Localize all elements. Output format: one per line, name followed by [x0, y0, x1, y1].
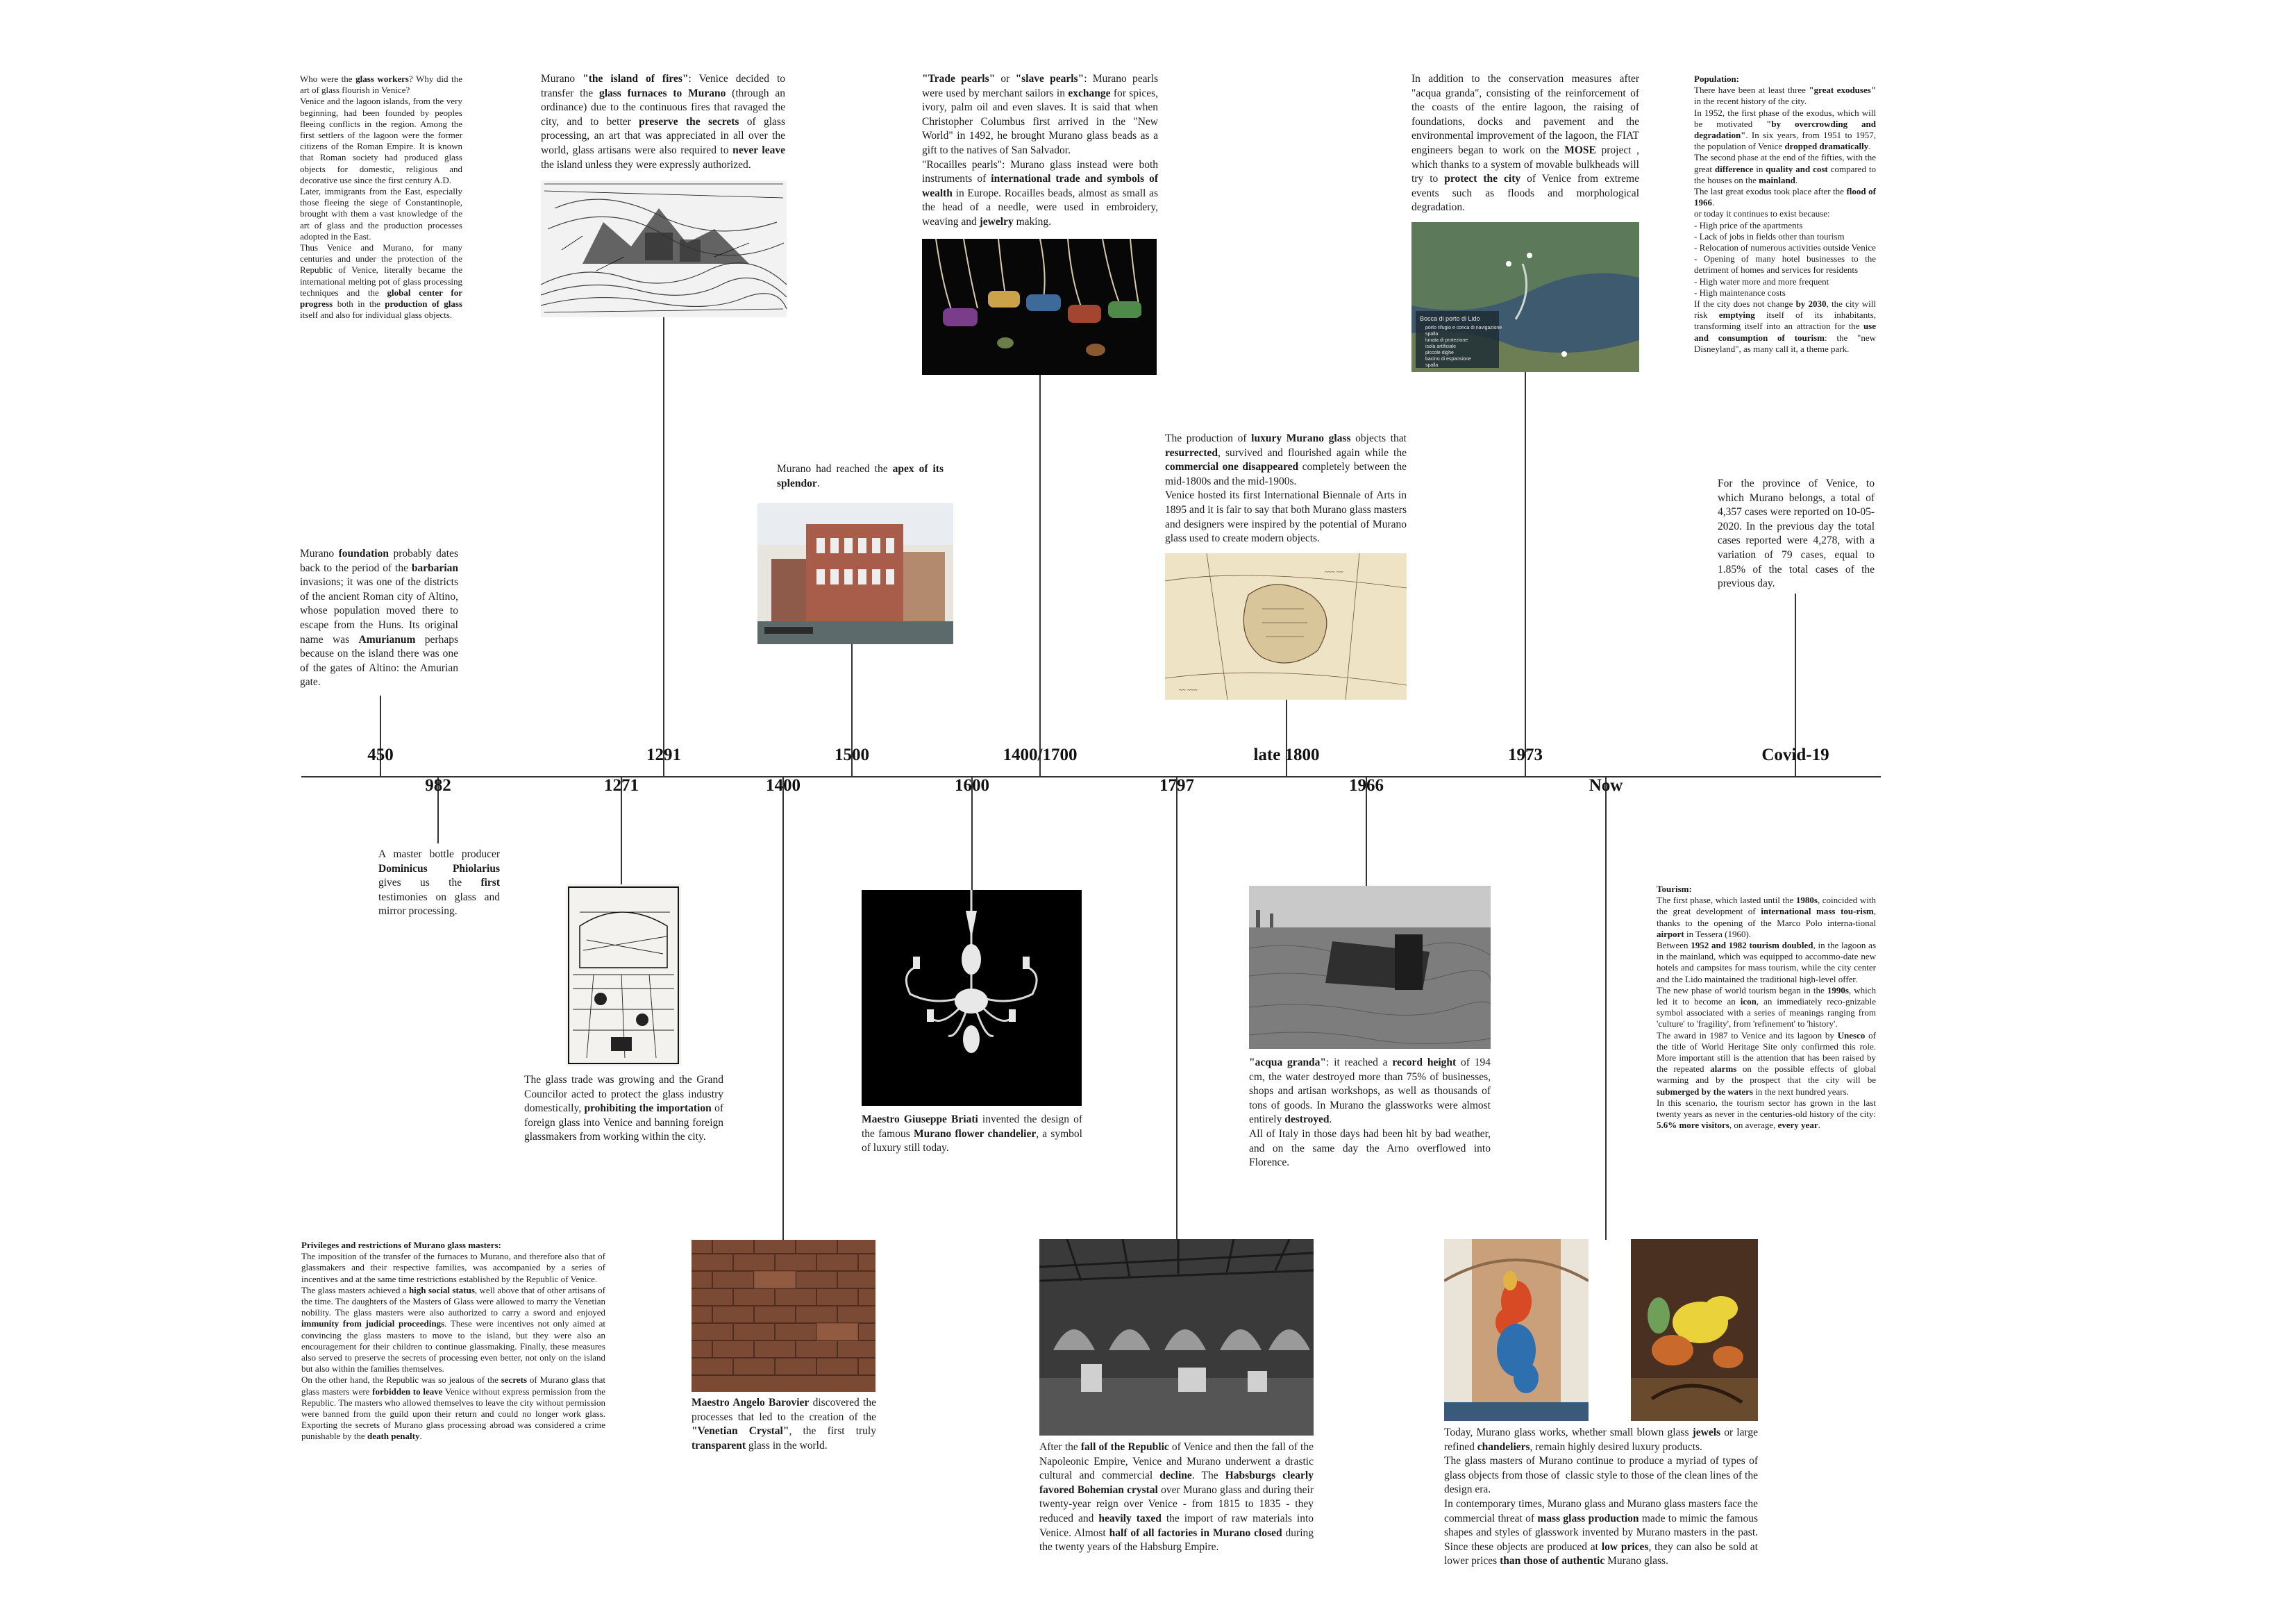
bold-text: secrets: [501, 1374, 528, 1386]
text: during the twenty years of the Habsburg Empire.: [1039, 1527, 1316, 1554]
year-label-1271: 1271: [604, 776, 639, 795]
text: The imposition of the transfer of the furnaces to Murano, and therefore also that of glassmakers and their respective families, was accompanied by a series of incentives and at the same time restrictions established by the Republic of Venice.: [301, 1251, 608, 1284]
bold-text: by 2030: [1795, 298, 1827, 310]
year-label-1400-1700: 1400/1700: [1003, 746, 1078, 764]
text: over Murano glass and during their twenty-year reign over Venice - from 1815 to 1835 - they reduced and: [1039, 1483, 1316, 1524]
text: for spices, ivory, palm oil and even slaves. It is said that when Christopher Columbus first arrived in the "New World" in 1492, he brought Murano glass beads as a gift to the natives of San Salvador.: [922, 87, 1161, 156]
svg-text:spalla: spalla: [1425, 363, 1439, 368]
bold-text: emptying: [1718, 310, 1755, 321]
tourism-text: [1657, 884, 1879, 1131]
text: the import of raw materials into Venice. Almost: [1039, 1512, 1316, 1539]
bold-text: flood of 1966: [1694, 186, 1879, 208]
paragraph: [1444, 1497, 1761, 1569]
text: perhaps because on the island there was one of the gates of Altino: the Amurian gate.: [300, 633, 461, 689]
text: , thanks to the opening of the Marco Polo interna-tional: [1657, 906, 1879, 928]
bold-text: use and consumption of tourism: [1694, 321, 1879, 343]
text: Today, Murano glass works, whether small blown glass: [1444, 1427, 1693, 1438]
text: , on average,: [1729, 1120, 1778, 1131]
paragraph: [1694, 74, 1876, 85]
text: The glass masters of Murano continue to produce a myriad of types of glass objects from those of classic style to those of the clean lines of the design era.: [1444, 1455, 1761, 1496]
bold-text: international trade and symbols of wealth: [922, 173, 1161, 199]
bold-text: alarms: [1710, 1063, 1737, 1075]
text: made to mimic the famous shapes and styles of glasswork invented by Murano masters in the past. Since these objects are produced at: [1444, 1512, 1761, 1553]
trade-growing-text: [524, 1073, 726, 1145]
bold-text: transparent: [692, 1439, 746, 1452]
text: (through an ordinance) due to the continuous fires that ravaged the city, and to better: [541, 87, 788, 128]
text: .: [1818, 1120, 1820, 1131]
text: in: [1753, 163, 1766, 174]
bold-text: decline: [1159, 1470, 1192, 1482]
briati-text: [862, 1113, 1085, 1156]
text: , well above that of other artisans of the time. The daughters of the Masters of Glass were allowed to marry the Venetian nobility. The glass masters were also authorized to carry a sword and enjoyed: [301, 1284, 608, 1318]
text: gives us the: [378, 862, 503, 889]
paragraph: [1694, 107, 1879, 153]
year-label-1500: 1500: [835, 746, 869, 764]
text: or: [995, 73, 1016, 85]
map-legend-title: Bocca di porto di Lido: [1420, 315, 1480, 322]
text: of the title of World Heritage Site only confirmed this role. More important still is the attention that has been raised by the repeated: [1657, 1029, 1879, 1075]
bold-text: Murano flower chandelier: [913, 1127, 1037, 1140]
republic-fall-text: [1039, 1440, 1314, 1555]
paragraph: [1657, 884, 1876, 895]
text: in Europe. Rocailles beads, almost as small as the head of a needle, were used in embroidery, weaving and: [922, 187, 1161, 228]
paragraph: [1694, 208, 1876, 219]
text: .: [419, 1431, 422, 1442]
text: The new phase of world tourism began in the: [1657, 984, 1827, 995]
paragraph: [300, 186, 465, 242]
svg-text:piccole dighe: piccole dighe: [1425, 351, 1454, 355]
text: , survived and flourished again while the: [1218, 446, 1409, 459]
text: Murano: [541, 73, 583, 85]
bold-text: global center for progress: [300, 287, 465, 310]
text: There have been at least three: [1694, 85, 1809, 96]
flood-photo-icon: [1249, 886, 1491, 1049]
paragraph: [301, 1284, 608, 1375]
mose-text: [1411, 72, 1642, 215]
text: . In six years, from 1951 to 1957, the population of Venice: [1694, 130, 1879, 152]
text: Murano: [300, 548, 339, 560]
paragraph: [1165, 489, 1407, 546]
paragraph: [1694, 152, 1879, 186]
paragraph: [1165, 432, 1407, 489]
paragraph: [1657, 984, 1879, 1030]
connector-1400: [782, 777, 784, 1240]
paragraph: [1039, 1440, 1314, 1555]
bold-text: 1990s: [1827, 984, 1849, 995]
text: objects that: [1350, 432, 1409, 444]
paragraph: [301, 1240, 605, 1251]
bold-text: Amurianum: [358, 633, 416, 646]
bold-text: Unesco: [1837, 1029, 1866, 1041]
svg-text:isola artificiale: isola artificiale: [1425, 344, 1456, 349]
bold-text: high social status: [408, 1284, 475, 1295]
text: - High water more and more frequent: [1694, 276, 1829, 287]
text: Venice without express permission from the Republic. The masters who allowed themselves to leave the city without permission were banned from the guild upon their return and could no longer work glass. Exporting the secrets of Murano glass processing abroad was considered a crime punishable by the: [301, 1386, 608, 1442]
bold-text: 1952 and 1982 tourism doubled: [1691, 940, 1813, 951]
paragraph: [1694, 220, 1876, 231]
chandelier-photo-icon: [862, 890, 1082, 1106]
bold-text: destroyed: [1284, 1113, 1330, 1126]
foundation-text: [300, 547, 461, 690]
text: Between: [1657, 940, 1691, 951]
bold-text: fall of the Republic: [1080, 1441, 1169, 1453]
svg-text:~~ ~~~: ~~ ~~~: [1179, 687, 1198, 693]
paragraph: [1249, 1056, 1491, 1127]
bold-text: Maestro Angelo Barovier: [692, 1397, 810, 1408]
text: invented the design of the famous: [862, 1113, 1085, 1140]
woodcut-furnace-icon: [566, 884, 681, 1066]
text: In addition to the conservation measures after "acqua granda", consisting of the reinforcement of the coasts of the entire lagoon, the raising of foundations, docks and pavement and the environmental improvement of the lagoon, the FIAT engineers began to work on the: [1411, 73, 1642, 156]
bold-text: airport: [1657, 928, 1684, 939]
bold-text: "by overcrowding and degradation": [1694, 118, 1879, 141]
bold-text: Tourism:: [1657, 884, 1692, 894]
text: . The: [1191, 1470, 1225, 1482]
paragraph: [300, 242, 465, 321]
barovier-text: [692, 1396, 879, 1453]
text: Venice and the lagoon islands, from the very beginning, had been founded by peoples fleeing conflicts in the region. Among the first settlers of the lagoon were the former citizens of the Roman Empire. It is known that Roman society had produced glass objects for domestic, religious and decorative use since the first century A.D.: [300, 96, 465, 185]
paragraph: [1694, 242, 1876, 253]
bold-text: submerged by the waters: [1657, 1086, 1754, 1097]
bold-text: first: [480, 877, 500, 889]
bold-text: MOSE: [1564, 144, 1596, 156]
text: The first phase, which lasted until the: [1657, 895, 1796, 906]
island-of-fires-text: [541, 72, 788, 172]
bold-text: "slave pearls": [1015, 73, 1084, 85]
bold-text: Population:: [1694, 74, 1740, 84]
today-text: [1444, 1426, 1761, 1569]
svg-text:bacino di espansione: bacino di espansione: [1425, 357, 1471, 362]
text: both in the: [333, 298, 385, 310]
paragraph: [1694, 276, 1876, 287]
paragraph: [1694, 186, 1879, 208]
text: If the city does not change: [1694, 298, 1796, 310]
population-text: [1694, 74, 1879, 355]
bold-text: production of glass: [385, 298, 462, 310]
paragraph: [692, 1396, 879, 1453]
luxury-production-text: [1165, 432, 1407, 546]
text: glass in the world.: [746, 1439, 828, 1452]
bold-text: protect the city: [1444, 173, 1521, 185]
text: , in the lagoon as in the mainland, which was equipped to accommo-date new hotels and campsites for mass tourism, while the city center and the Lido maintained the traditional high-level offer.: [1657, 940, 1879, 984]
text: in Tessera (1960).: [1684, 928, 1752, 939]
text: or today it continues to exist because:: [1694, 208, 1830, 219]
year-label-now: Now: [1589, 776, 1623, 795]
text: .: [816, 477, 820, 489]
privileges-text: [301, 1240, 608, 1443]
bold-text: forbidden to leave: [372, 1386, 443, 1397]
text: The last great exodus took place after the: [1694, 186, 1847, 197]
bold-text: Dominicus Phiolarius: [378, 862, 500, 875]
text: making.: [1013, 215, 1051, 228]
apex-text: [777, 462, 944, 491]
bold-text: heavily taxed: [1098, 1512, 1162, 1524]
text: : it reached a: [1326, 1057, 1393, 1068]
year-label-982: 982: [425, 776, 451, 795]
bold-text: foundation: [338, 548, 389, 560]
text: Venice hosted its first International Biennale of Arts in 1895 and it is fair to say that both Murano glass masters and designers were inspired by the potential of Murano glass used to create modern objects.: [1165, 489, 1409, 545]
bold-text: Maestro Giuseppe Briati: [862, 1113, 978, 1125]
bold-text: every year: [1777, 1120, 1818, 1131]
text: : Venice decided to transfer the: [541, 73, 788, 99]
bold-text: icon: [1740, 996, 1757, 1007]
bold-text: barbarian: [411, 562, 458, 574]
text: , a symbol of luxury still today.: [862, 1127, 1085, 1154]
factory-hall-photo-icon: [1039, 1239, 1314, 1436]
year-label-1966: 1966: [1349, 776, 1384, 795]
covid-text: [1718, 477, 1875, 591]
text: .: [1712, 197, 1715, 208]
text: completely between the mid-1800s and the mid-1900s.: [1165, 461, 1409, 487]
text: - Relocation of numerous activities outside Venice: [1694, 242, 1876, 253]
connector-1973: [1525, 372, 1526, 776]
paragraph: [1657, 1029, 1879, 1098]
paragraph: [1444, 1426, 1761, 1454]
year-label-covid: Covid-19: [1761, 746, 1829, 764]
text: on the possible effects of global warming and by the prospect that the city will be: [1657, 1063, 1879, 1086]
text: Who were the: [300, 74, 356, 84]
trade-pearls-text: [922, 72, 1161, 230]
text: , remain highly desired luxury products.: [1530, 1440, 1702, 1453]
connector-1400-1700: [1039, 374, 1041, 776]
bold-text: prohibiting the importation: [584, 1102, 712, 1115]
text: compared to the houses on the: [1694, 163, 1879, 185]
text: : Murano pearls were used by merchant sailors in: [922, 73, 1161, 99]
bold-text: 5.6% more visitors: [1657, 1120, 1729, 1131]
text: of Venice from extreme events such as floods and morphological degradation.: [1411, 173, 1642, 214]
bold-text: commercial one disappeared: [1165, 461, 1299, 473]
text: itself of its inhabitants, transforming itself into an attraction for the: [1694, 310, 1879, 332]
text: The glass masters achieved a: [301, 1284, 409, 1295]
year-label-1797: 1797: [1159, 776, 1194, 795]
bold-text: "acqua granda": [1249, 1057, 1327, 1068]
text: of foreign glass into Venice and banning foreign glassmakers from working within the city.: [524, 1102, 726, 1143]
svg-text:porto rifugio e conca di navig: porto rifugio e conca di navigazione: [1425, 326, 1502, 330]
text: A master bottle producer: [378, 848, 503, 860]
dominicus-text: [378, 848, 503, 919]
paragraph: [1694, 287, 1876, 298]
bold-text: "Venetian Crystal": [692, 1425, 789, 1438]
bold-text: chandeliers: [1477, 1440, 1530, 1453]
text: , an immediately reco-gnizable symbol associated with a series of meanings ranging from 'culture' to 'fragility', from 'refinement' to 'history'.: [1657, 996, 1879, 1029]
text: - High maintenance costs: [1694, 287, 1786, 298]
timeline-axis: [301, 776, 1881, 777]
svg-text:lunata di protezione: lunata di protezione: [1425, 338, 1468, 343]
glass-flowers-photo-icon: [1631, 1239, 1758, 1421]
text: Murano glass.: [1604, 1555, 1668, 1567]
year-label-450: 450: [367, 746, 394, 764]
text: In contemporary times, Murano glass and Murano glass masters face the commercial threat of: [1444, 1497, 1761, 1524]
bold-text: "the island of fires": [583, 73, 689, 85]
text: the island unless they were expressly authorized.: [541, 144, 788, 171]
bold-text: low prices: [1601, 1540, 1649, 1553]
bold-text: half of all factories in Murano closed: [1109, 1527, 1282, 1539]
year-label-1400: 1400: [766, 776, 801, 795]
paragraph: [378, 848, 503, 919]
text: "Rocailles pearls": Murano glass instead were both instruments of: [922, 158, 1161, 185]
year-label-1291: 1291: [646, 746, 681, 764]
text: or large refined: [1444, 1427, 1761, 1453]
paragraph: [1694, 298, 1879, 355]
palazzo-photo-icon: [757, 503, 953, 644]
text: of Venice and then the fall of the Napoleonic Empire, Venice and Murano underwent a drastic cultural and commercial: [1039, 1441, 1316, 1482]
bold-text: preserve the secrets: [639, 115, 739, 128]
paragraph: [1694, 231, 1876, 242]
text: of 194 cm, the water destroyed more than 75% of businesses, shops and artisan workshops, as well as thousands of tons of goods. In Murano the glassworks were almost entirely: [1249, 1057, 1493, 1126]
text: The second phase at the end of the fifties, with the great: [1694, 152, 1879, 174]
bold-text: mainland: [1759, 174, 1795, 185]
connector-1291: [663, 317, 664, 776]
bold-text: exchange: [1068, 87, 1111, 99]
paragraph: [524, 1073, 726, 1145]
text: , coincided with the great development of: [1657, 895, 1879, 917]
text: : the "new Disneyland", as many call it, a theme park.: [1694, 332, 1879, 354]
text: of glass processing, an art that was appreciated in all over the world, glass artisans were also required to: [541, 115, 788, 156]
paragraph: [1444, 1454, 1761, 1497]
bold-text: glass workers: [355, 74, 409, 84]
text: All of Italy in those days had been hit by bad weather, and on the same day the Arno overflowed into Florence.: [1249, 1127, 1493, 1169]
connector-now: [1605, 777, 1607, 1240]
paragraph: [922, 72, 1161, 158]
bold-text: international mass tou-rism: [1761, 906, 1874, 917]
text: Later, immigrants from the East, especially those fleeing the siege of Constantinople, brought with them a vast knowledge of the art of glass and the production processes adopted in the East.: [300, 186, 465, 242]
text: of Murano glass that glass masters were: [301, 1374, 608, 1397]
year-label-late-1800: late 1800: [1253, 746, 1320, 764]
bold-text: "Trade pearls": [922, 73, 996, 85]
text: in the next hundred years.: [1753, 1086, 1849, 1097]
text: In this scenario, the tourism sector has grown in the last twenty years as never in the centuries-old history of the city:: [1657, 1097, 1879, 1120]
paragraph: [300, 74, 465, 96]
text: Murano had reached the: [777, 463, 893, 475]
old-map-icon: [1165, 553, 1407, 700]
paragraph: [300, 547, 461, 690]
bold-text: apex of its splendor: [777, 463, 946, 489]
bold-text: resurrected: [1165, 446, 1218, 459]
text: , they can also be sold at lower prices: [1444, 1540, 1761, 1567]
text: .: [1329, 1113, 1332, 1126]
paragraph: [301, 1251, 608, 1285]
text: invasions; it was one of the districts of the ancient Roman city of Altino, whose population moved there to escape from the Huns. Its original name was: [300, 562, 461, 646]
paragraph: [1657, 1097, 1879, 1132]
paragraph: [1718, 477, 1875, 591]
paragraph: [541, 72, 788, 172]
text: After the: [1039, 1441, 1081, 1453]
year-label-1600: 1600: [955, 776, 989, 795]
glass-workers-text: [300, 74, 465, 321]
bold-text: "great exoduses": [1809, 85, 1877, 96]
text: , which led it to become an: [1657, 984, 1879, 1007]
text: .: [1868, 141, 1871, 152]
svg-text:spalla: spalla: [1425, 332, 1439, 337]
paragraph: [1657, 940, 1879, 985]
text: .: [1795, 174, 1798, 185]
text: , the first truly: [789, 1425, 879, 1438]
text: For the province of Venice, to which Murano belongs, a total of 4,357 cases were reported on 10-05-2020. In the previous day the total cases reported were 4,278, with a variation of 79 cases, equal to 1.85% of the total cases of the previous day.: [1718, 478, 1877, 590]
text: - Lack of jobs in fields other than tourism: [1694, 230, 1845, 242]
paragraph: [1411, 72, 1642, 215]
bold-text: glass furnaces to Murano: [598, 87, 726, 99]
text: The production of: [1165, 432, 1252, 444]
paragraph: [300, 96, 465, 186]
bold-text: death penalty: [367, 1431, 420, 1442]
text: probably dates back to the period of the: [300, 548, 461, 574]
glass-sculpture-photo-icon: [1444, 1239, 1589, 1421]
paragraph: [777, 462, 944, 491]
bold-text: jewelry: [979, 215, 1014, 228]
engraving-island-icon: [541, 180, 787, 317]
paragraph: [301, 1374, 608, 1442]
connector-1797: [1176, 777, 1178, 1239]
lagoon-satellite-icon: [1411, 222, 1639, 372]
paragraph: [1694, 253, 1879, 276]
text: - Opening of many hotel businesses to the detriment of homes and services for residents: [1694, 253, 1879, 276]
svg-text:~~~ ~~: ~~~ ~~: [1325, 569, 1343, 575]
paragraph: [922, 158, 1161, 230]
brick-wall-photo-icon: [692, 1240, 875, 1392]
bold-text: luxury Murano glass: [1251, 432, 1351, 444]
bold-text: immunity from judicial proceedings: [301, 1318, 445, 1329]
bold-text: Habsburgs clearly favored Bohemian crystal: [1039, 1470, 1316, 1496]
bold-text: mass glass production: [1537, 1512, 1639, 1524]
text: testimonies on glass and mirror processing.: [378, 877, 503, 918]
text: The award in 1987 to Venice and its lagoon by: [1657, 1029, 1838, 1041]
text: In 1952, the first phase of the exodus, which will be motivated: [1694, 107, 1879, 129]
paragraph: [1249, 1127, 1491, 1170]
bold-text: difference: [1714, 163, 1754, 174]
bold-text: jewels: [1692, 1427, 1721, 1438]
paragraph: [1694, 85, 1879, 107]
bold-text: 1980s: [1795, 895, 1818, 906]
bold-text: record height: [1392, 1057, 1457, 1068]
text: . These were incentives not only aimed at convincing the glass masters to move to the island, but they were also an encouragement for their children to continue glassmaking. Finally, these measures also served to preserve the secrets of processing even better, not only on the island but also within the families themselves.: [301, 1318, 608, 1374]
year-label-1973: 1973: [1508, 746, 1543, 764]
glass-beads-icon: [922, 239, 1157, 375]
bold-text: quality and cost: [1766, 163, 1828, 174]
bold-text: than those of authentic: [1500, 1555, 1605, 1567]
text: The glass trade was growing and the Grand Councilor acted to protect the glass industry domestically,: [524, 1074, 726, 1115]
text: itself and also for individual glass objects.: [300, 298, 465, 321]
text: Thus Venice and Murano, for many centuries and under the protection of the Republic of Venice, literally became the international melting pot of glass processing techniques and the: [300, 242, 465, 298]
paragraph: [1657, 895, 1879, 940]
text: , the city will risk: [1694, 298, 1879, 321]
text: in the recent history of the city.: [1694, 85, 1879, 107]
text: - High price of the apartments: [1694, 219, 1803, 230]
paragraph: [862, 1113, 1085, 1156]
text: On the other hand, the Republic was so jealous of the: [301, 1374, 501, 1386]
acqua-granda-text: [1249, 1056, 1491, 1170]
text: discovered the processes that led to the creation of the: [692, 1397, 879, 1423]
text: ? Why did the art of glass flourish in Venice?: [300, 74, 465, 96]
bold-text: dropped dramatically: [1784, 141, 1869, 152]
text: project , which thanks to a system of movable bulkheads will try to: [1411, 144, 1642, 185]
bold-text: Privileges and restrictions of Murano glass masters:: [301, 1240, 501, 1250]
bold-text: never leave: [732, 144, 786, 156]
